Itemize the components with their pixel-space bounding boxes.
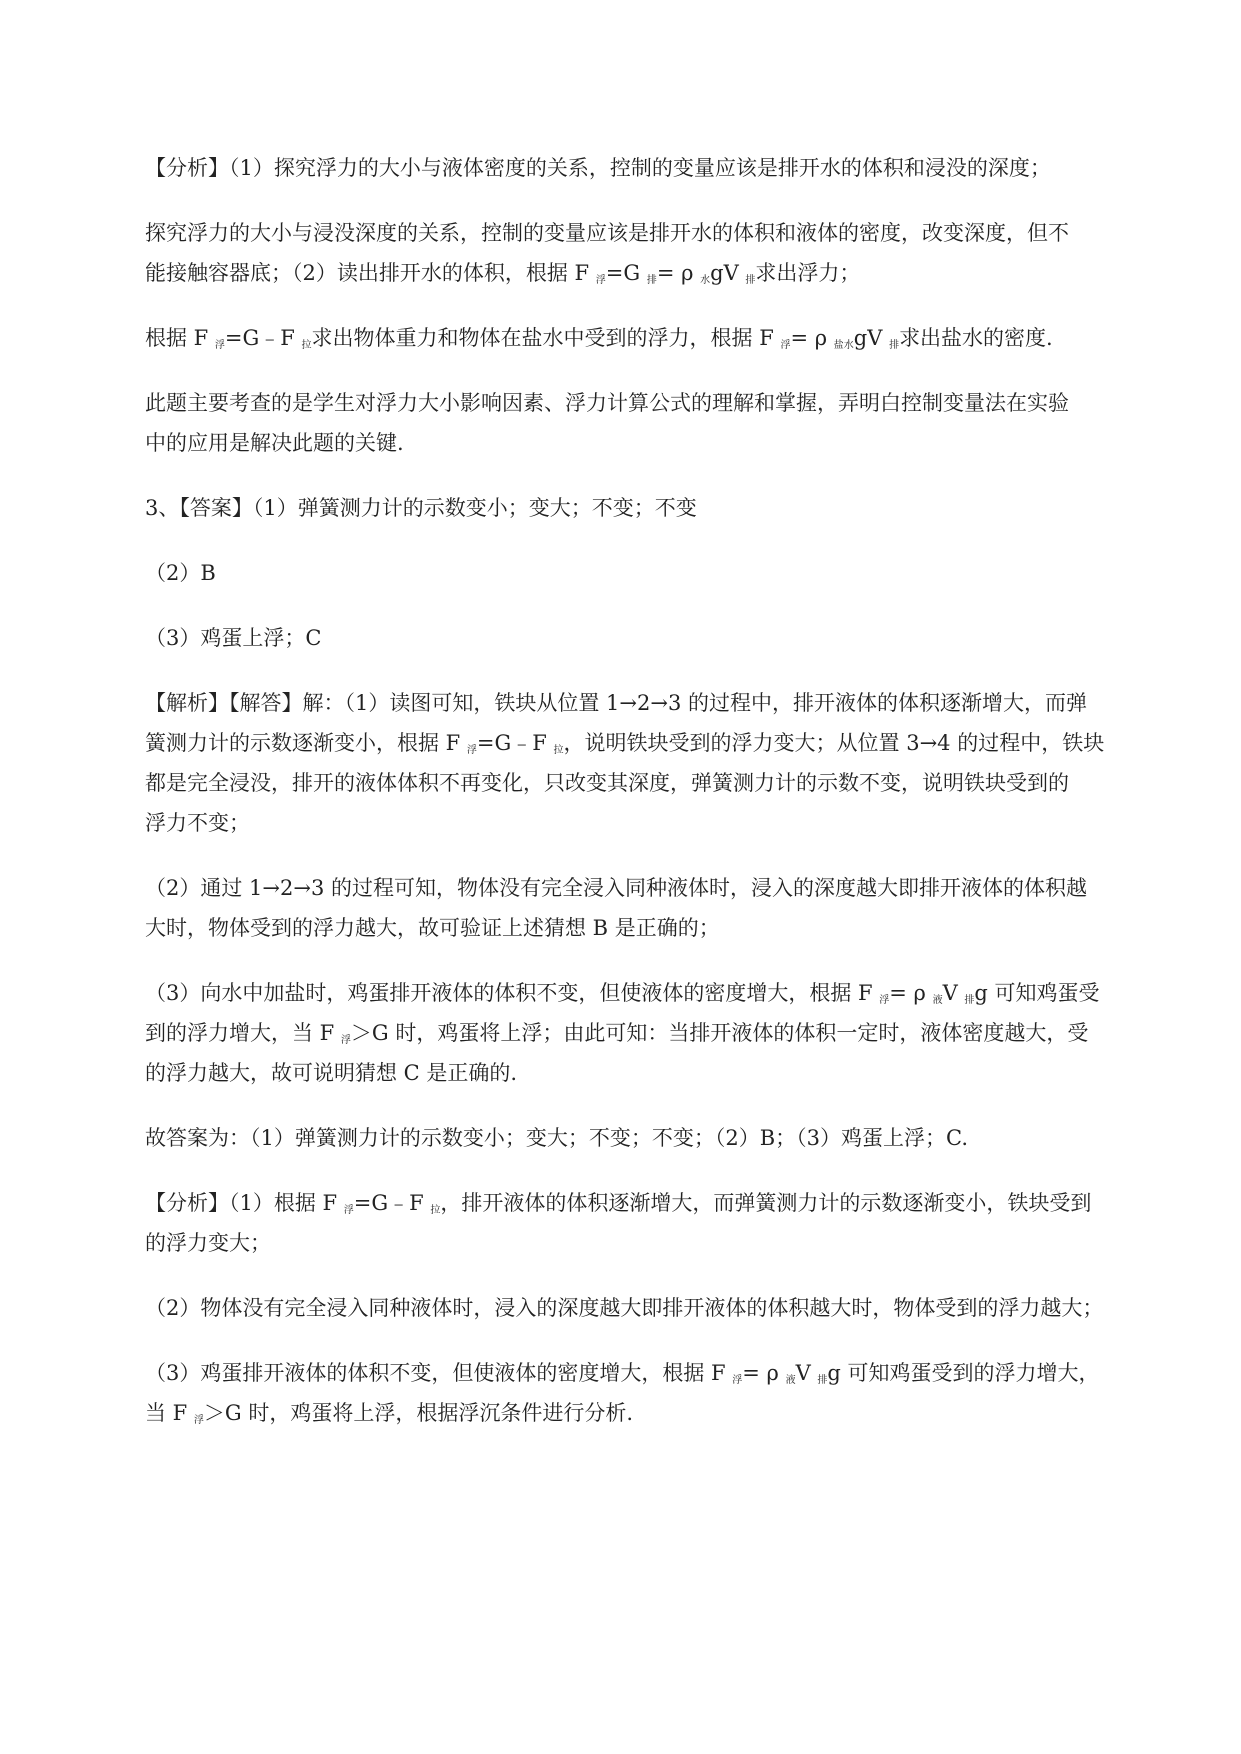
text-line [145, 1118, 1155, 1158]
text-run: 能接触容器底；（2）读出排开水的体积，根据 F [145, 261, 596, 285]
subscript: 浮 [193, 1415, 204, 1426]
paragraph [145, 383, 1155, 463]
subscript: 排 [646, 275, 657, 286]
text-line [145, 553, 1155, 593]
paragraph [145, 148, 1155, 188]
text-line [145, 213, 1155, 253]
subscript: 浮 [879, 995, 890, 1006]
subscript: 浮 [340, 1035, 351, 1046]
text-run: 求出物体重力和物体在盐水中受到的浮力，根据 F [311, 326, 781, 350]
text-run: =G [605, 261, 647, 285]
text-run: 3、【答案】（1）弹簧测力计的示数变小；变大；不变；不变 [145, 496, 697, 520]
text-run: ，排开液体的体积逐渐增大，而弹簧测力计的示数逐渐变小，铁块受到 [440, 1191, 1092, 1215]
document-body [145, 148, 1155, 1458]
text-run: gV [853, 326, 890, 350]
text-run: 【分析】（1）探究浮力的大小与液体密度的关系，控制的变量应该是排开水的体积和浸没的深度； [145, 156, 1051, 180]
text-run: g 可知鸡蛋受 [974, 981, 1100, 1005]
text-run: 故答案为：（1）弹簧测力计的示数变小；变大；不变；不变；（2）B；（3）鸡蛋上浮；C. [145, 1126, 969, 1150]
subscript: 排 [889, 340, 900, 351]
paragraph [145, 618, 1155, 658]
text-run: =G﹣F [476, 731, 554, 755]
subscript: 浮 [595, 275, 606, 286]
paragraph [145, 1353, 1155, 1433]
paragraph [145, 1183, 1155, 1263]
text-run: 求出盐水的密度. [899, 326, 1053, 350]
text-run: = ρ [889, 981, 933, 1005]
paragraph [145, 488, 1155, 528]
text-run: （3）鸡蛋排开液体的体积不变，但使液体的密度增大，根据 F [145, 1361, 733, 1385]
paragraph [145, 1288, 1155, 1328]
text-run: V [942, 981, 965, 1005]
text-line [145, 318, 1155, 358]
text-line [145, 803, 1155, 843]
text-run: 大时，物体受到的浮力越大，故可验证上述猜想 B 是正确的； [145, 916, 720, 940]
paragraph [145, 1118, 1155, 1158]
text-run: g 可知鸡蛋受到的浮力增大， [827, 1361, 1100, 1385]
text-run: V [795, 1361, 818, 1385]
text-run: 簧测力计的示数逐渐变小，根据 F [145, 731, 467, 755]
paragraph [145, 553, 1155, 593]
text-run: 【分析】（1）根据 F [145, 1191, 344, 1215]
subscript: 拉 [553, 745, 564, 756]
text-run: 探究浮力的大小与浸没深度的关系，控制的变量应该是排开水的体积和液体的密度，改变深度，但不 [145, 221, 1069, 245]
text-line [145, 1353, 1155, 1393]
paragraph [145, 213, 1155, 293]
text-run: = ρ [790, 326, 834, 350]
subscript: 浮 [343, 1205, 354, 1216]
text-run: （2）通过 1→2→3 的过程可知，物体没有完全浸入同种液体时，浸入的深度越大即排开液体的体积越 [145, 876, 1087, 900]
subscript: 拉 [430, 1205, 441, 1216]
text-run: 都是完全浸没，排开的液体体积不再变化，只改变其深度，弹簧测力计的示数不变，说明铁块受到的 [145, 771, 1069, 795]
text-line [145, 1288, 1155, 1328]
text-line [145, 908, 1155, 948]
text-line [145, 1223, 1155, 1263]
text-run: （3）向水中加盐时，鸡蛋排开液体的体积不变，但使液体的密度增大，根据 F [145, 981, 880, 1005]
paragraph [145, 683, 1155, 843]
text-line [145, 1183, 1155, 1223]
text-run: 中的应用是解决此题的关键. [145, 431, 404, 455]
text-run: 的浮力变大； [145, 1231, 271, 1255]
text-line [145, 618, 1155, 658]
text-run: = ρ [742, 1361, 786, 1385]
text-run: （2）B [145, 561, 216, 585]
text-line [145, 763, 1155, 803]
text-run: ，说明铁块受到的浮力变大；从位置 3→4 的过程中，铁块 [563, 731, 1105, 755]
text-run: ＞G 时，鸡蛋将上浮；由此可知：当排开液体的体积一定时，液体密度越大，受 [350, 1021, 1089, 1045]
text-line [145, 1393, 1155, 1433]
text-run: 根据 F [145, 326, 215, 350]
subscript: 排 [817, 1375, 828, 1386]
text-run: （3）鸡蛋上浮；C [145, 626, 322, 650]
text-line [145, 973, 1155, 1013]
text-line [145, 723, 1155, 763]
text-run: （2）物体没有完全浸入同种液体时，浸入的深度越大即排开液体的体积越大时，物体受到的浮力越大； [145, 1296, 1104, 1320]
text-line [145, 488, 1155, 528]
text-run: 此题主要考查的是学生对浮力大小影响因素、浮力计算公式的理解和掌握，弄明白控制变量法在实验 [145, 391, 1069, 415]
text-line [145, 868, 1155, 908]
subscript: 液 [785, 1375, 796, 1386]
text-run: gV [710, 261, 746, 285]
text-run: 【解析】【解答】解：（1）读图可知，铁块从位置 1→2→3 的过程中，排开液体的体积逐渐增大，而弹 [145, 691, 1087, 715]
text-run: 当 F [145, 1401, 194, 1425]
text-line [145, 683, 1155, 723]
text-line [145, 383, 1155, 423]
subscript: 拉 [301, 340, 312, 351]
subscript: 排 [964, 995, 975, 1006]
subscript: 浮 [466, 745, 477, 756]
text-run: =G﹣F [224, 326, 302, 350]
text-run: = ρ [656, 261, 701, 285]
subscript: 盐水 [833, 340, 854, 351]
text-line [145, 253, 1155, 293]
subscript: 液 [932, 995, 943, 1006]
paragraph [145, 973, 1155, 1093]
text-run: 的浮力越大，故可说明猜想 C 是正确的. [145, 1061, 518, 1085]
text-run: ＞G 时，鸡蛋将上浮，根据浮沉条件进行分析. [203, 1401, 634, 1425]
text-line [145, 423, 1155, 463]
text-run: =G﹣F [353, 1191, 431, 1215]
subscript: 水 [700, 275, 711, 286]
text-line [145, 1013, 1155, 1053]
text-run: 浮力不变； [145, 811, 250, 835]
subscript: 浮 [732, 1375, 743, 1386]
paragraph [145, 318, 1155, 358]
paragraph [145, 868, 1155, 948]
text-run: 求出浮力； [755, 261, 861, 285]
subscript: 排 [745, 275, 756, 286]
subscript: 浮 [780, 340, 791, 351]
text-line [145, 1053, 1155, 1093]
text-run: 到的浮力增大，当 F [145, 1021, 341, 1045]
text-line [145, 148, 1155, 188]
subscript: 浮 [214, 340, 225, 351]
